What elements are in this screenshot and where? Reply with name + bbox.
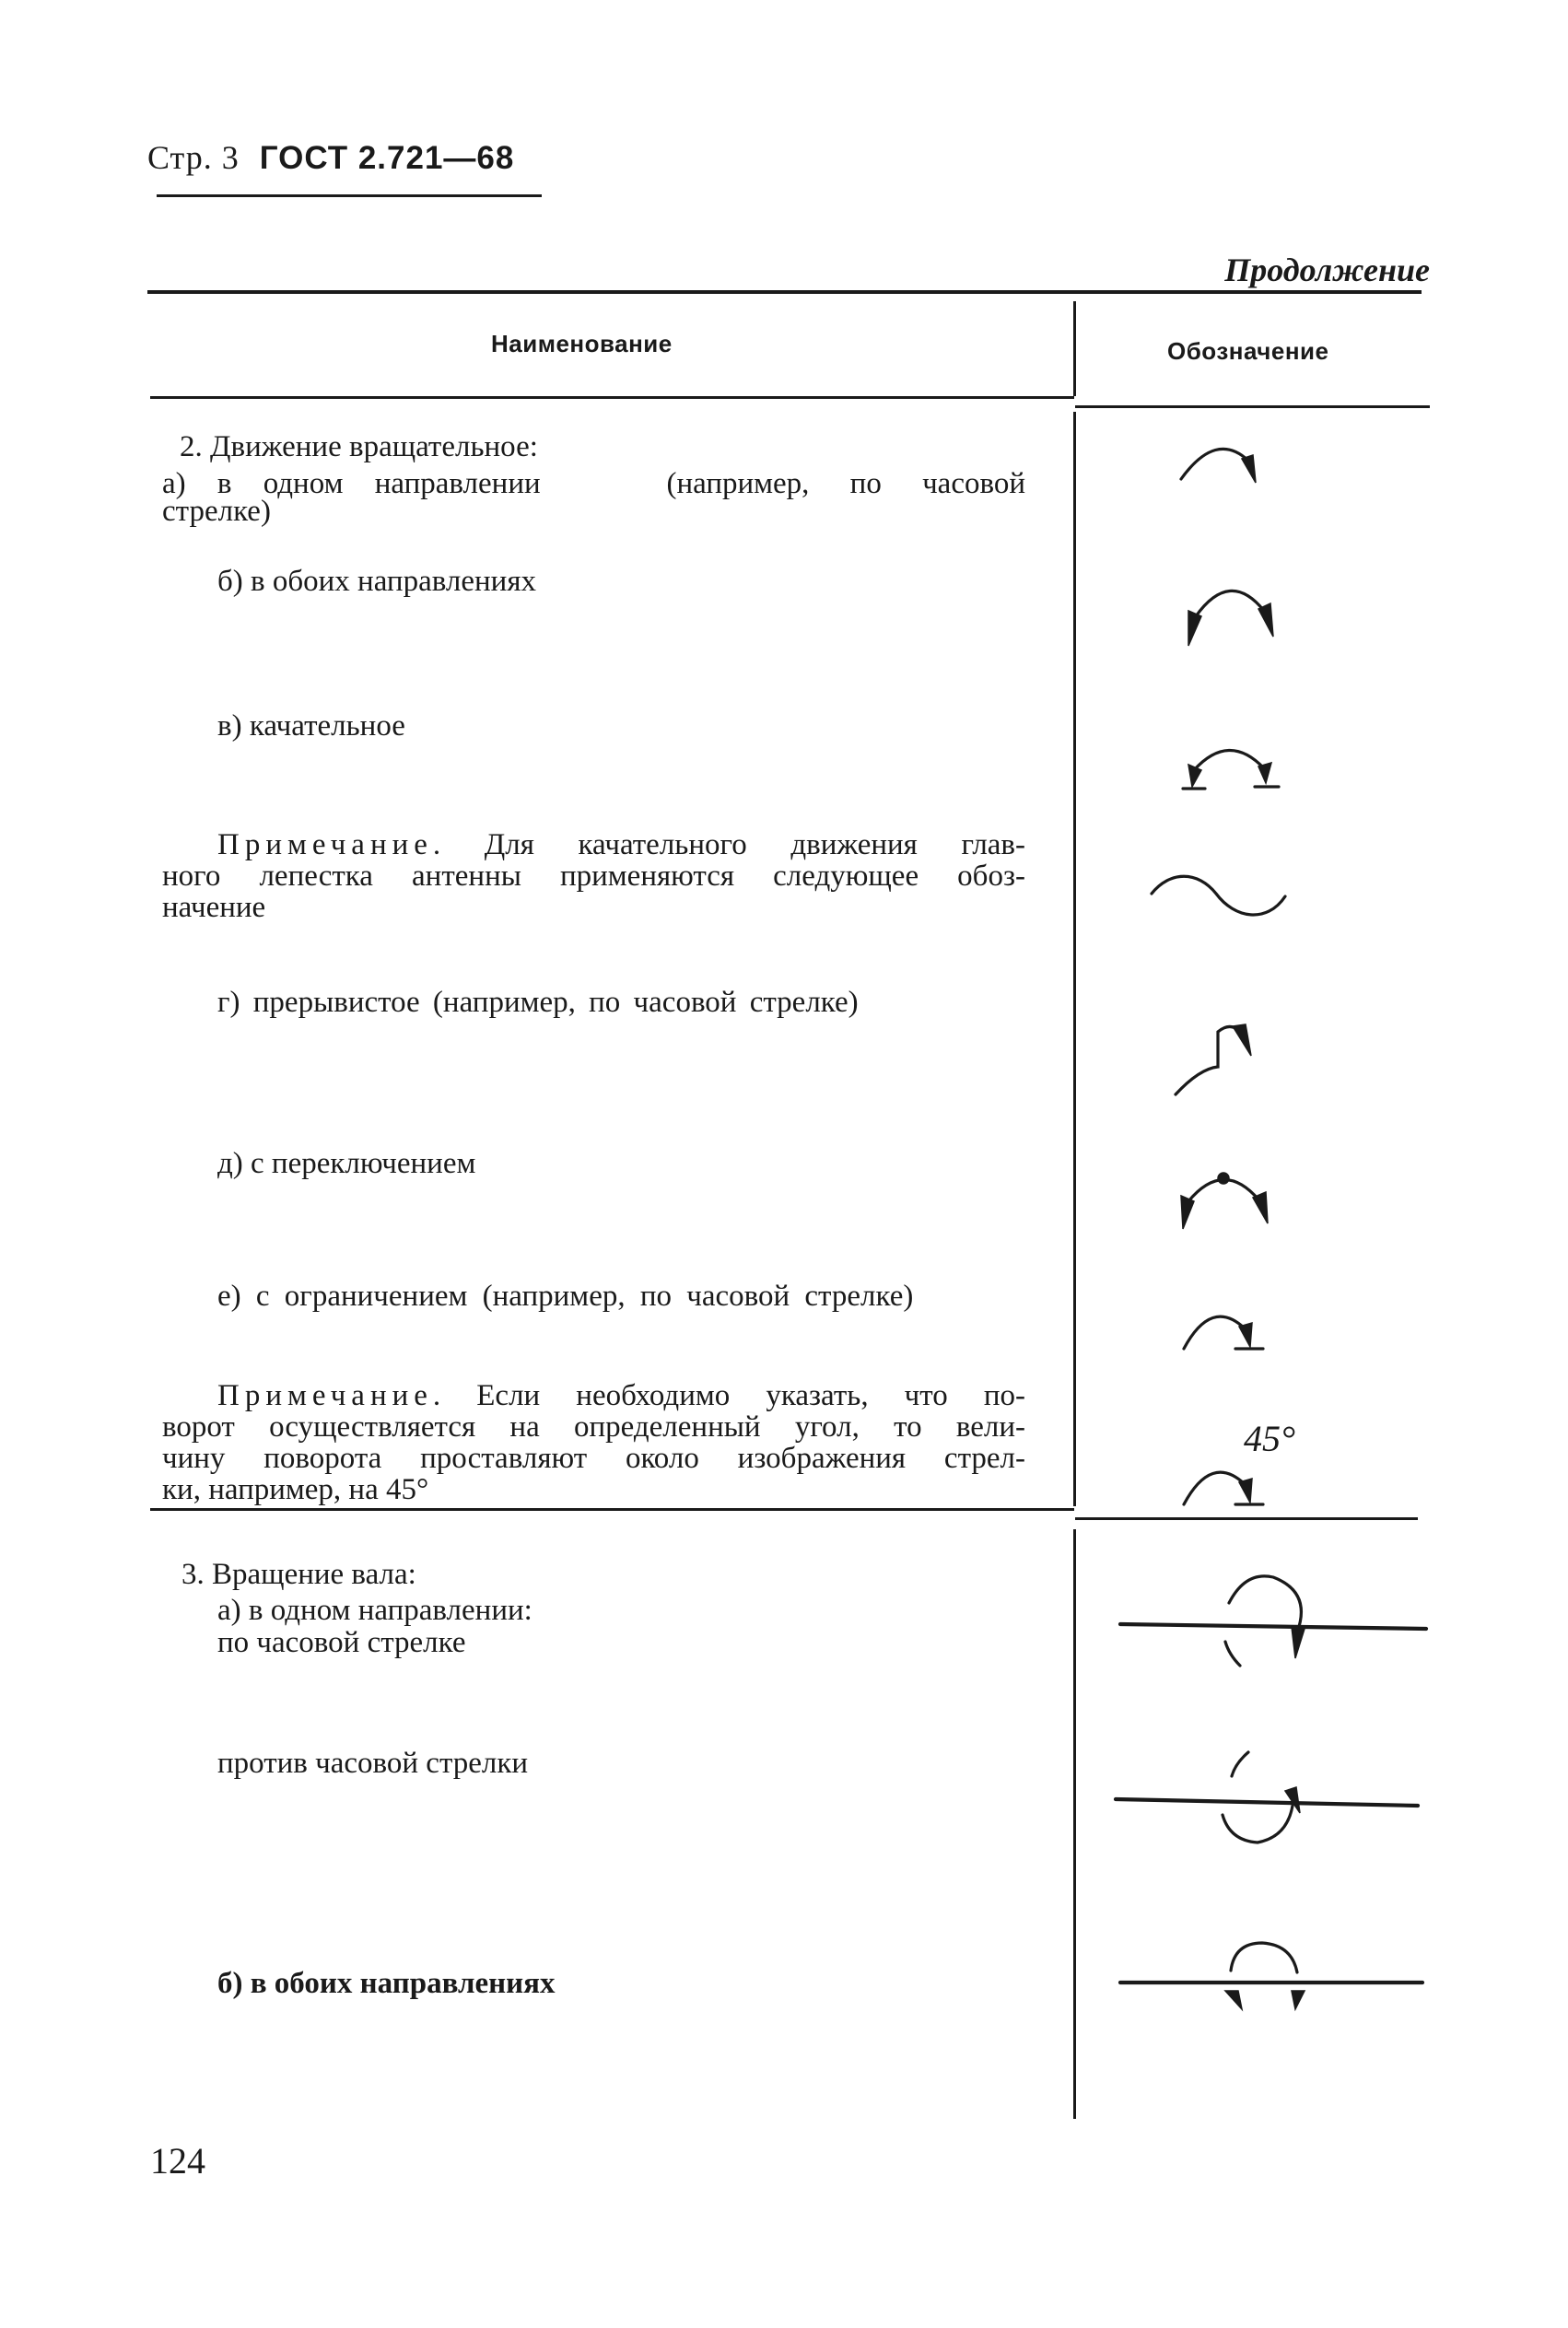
standard-number: ГОСТ 2.721—68 — [259, 140, 515, 176]
shaft-rotation-counterclockwise-icon — [1112, 1741, 1425, 1861]
section2-title: 2. Движение вращательное: — [180, 430, 538, 463]
section2-b: б) в обоих направлениях — [217, 565, 537, 598]
note2-line1-rest: . Если необходимо указать, что по- — [432, 1379, 1025, 1412]
note1-line1-rest: . Для качательного движения глав- — [432, 828, 1025, 861]
note2-line2: ворот осуществляется на определенный угол, то вели- — [162, 1410, 1025, 1444]
page-number: 124 — [150, 2140, 205, 2182]
section3-a: а) в одном направлении: — [217, 1594, 532, 1627]
note1-line1 — [162, 829, 1025, 860]
switching-rotation-icon — [1172, 1163, 1282, 1236]
note2-line1 — [162, 1380, 1025, 1411]
antenna-lobe-wave-icon — [1147, 861, 1294, 935]
angle-label: 45° — [1244, 1418, 1295, 1459]
note1-line3: начение — [162, 891, 266, 924]
rotation-one-direction-icon — [1170, 435, 1271, 499]
section2-a-line2: стрелке) — [162, 495, 271, 528]
shaft-rotation-clockwise-icon — [1117, 1566, 1430, 1686]
section3-title: 3. Вращение вала: — [181, 1558, 416, 1591]
note2 — [162, 1380, 1025, 1505]
limited-rotation-45-icon — [1175, 1451, 1276, 1520]
column-divider-section2 — [1073, 412, 1076, 1506]
page-label: Стр. 3 — [147, 139, 240, 176]
page-header — [147, 138, 514, 177]
section2-g: г) прерывистое (например, по часовой стрелке) — [217, 986, 859, 1019]
rotation-both-directions-icon — [1179, 576, 1281, 649]
shaft-rotation-both-directions-icon — [1117, 1930, 1430, 2031]
column-header-name: Наименование — [491, 330, 673, 357]
header-bottom-rule-right — [1075, 405, 1430, 408]
column-divider-header — [1073, 301, 1076, 396]
section2-a-left: а) в одном направлении — [162, 467, 541, 500]
intermittent-rotation-icon — [1172, 1012, 1273, 1113]
section2-d: д) с переключением — [217, 1147, 476, 1180]
note1 — [162, 829, 1025, 923]
continuation-label: Продолжение — [1224, 252, 1430, 288]
section2-v: в) качательное — [217, 709, 405, 743]
note2-line4: ки, например, на 45° — [162, 1473, 429, 1506]
table-top-rule — [147, 290, 1422, 294]
note2-line3: чину поворота проставляют около изображения стрел- — [162, 1442, 1025, 1475]
note1-line2: ного лепестка антенны применяются следующее обоз- — [162, 860, 1025, 893]
oscillating-motion-icon — [1176, 737, 1286, 801]
section2-a-right: (например, по часовой — [666, 467, 1025, 500]
header-underline — [157, 194, 542, 197]
section-divider-left — [150, 1508, 1074, 1511]
section3-a-cw: по часовой стрелке — [217, 1626, 466, 1659]
limited-rotation-icon — [1175, 1297, 1276, 1366]
section3-b: б) в обоих направлениях — [217, 1967, 556, 2000]
section2-e: е) с ограничением (например, по часовой стрелке) — [217, 1280, 914, 1313]
column-header-symbol: Обозначение — [1167, 337, 1329, 365]
column-divider-section3 — [1073, 1529, 1076, 2119]
section2-a-line1 — [162, 468, 1025, 499]
note2-prefix: Примечание — [217, 1379, 433, 1412]
note1-prefix: Примечание — [217, 828, 433, 861]
section3-a-ccw: против часовой стрелки — [217, 1747, 529, 1780]
header-bottom-rule-left — [150, 396, 1074, 399]
